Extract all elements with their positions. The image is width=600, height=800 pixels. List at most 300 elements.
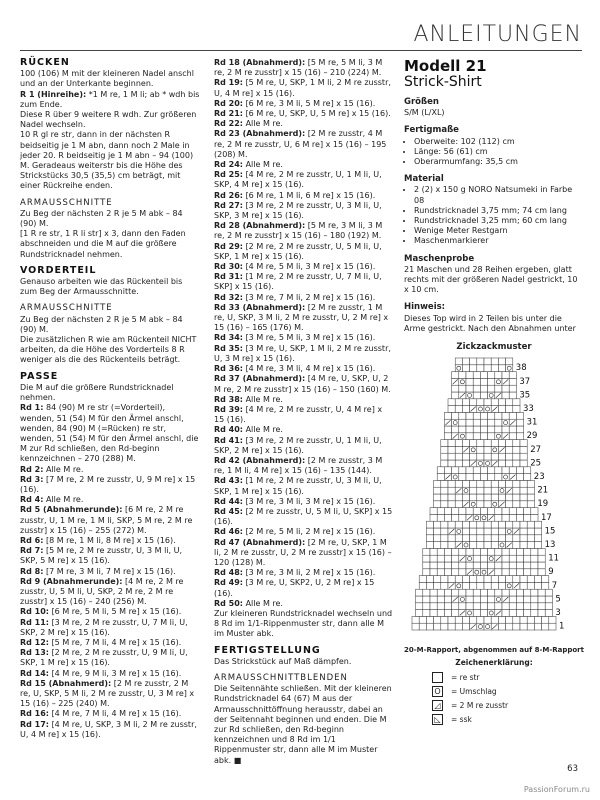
chart-cell (524, 603, 531, 610)
chart-cell (498, 528, 505, 535)
chart-cell (462, 623, 469, 630)
chart-cell (498, 440, 505, 447)
chart-cell (466, 419, 473, 426)
chart-cell (531, 610, 538, 617)
chart-cell (516, 515, 523, 522)
chart-cell (444, 549, 451, 556)
chart-cell (470, 440, 477, 447)
chart-cell (513, 494, 520, 501)
chart-cell (480, 549, 487, 556)
text-arm1-1: Zu Beg der nächsten 2 R je 5 M abk – 84 (90) M. (20, 208, 183, 229)
chart-cell (484, 623, 491, 630)
chart-cell (473, 413, 480, 420)
chart-cell (459, 508, 466, 515)
chart-cell (473, 392, 480, 399)
chart-cell (491, 576, 498, 583)
chart-cell (506, 623, 513, 630)
chart-cell (466, 433, 473, 440)
chart-cell (491, 542, 498, 549)
chart-cell (495, 474, 502, 481)
chart-cell (452, 467, 459, 474)
chart-cell (524, 515, 531, 522)
chart-cell (491, 440, 498, 447)
chart-cell (455, 453, 462, 460)
chart-cell (495, 562, 502, 569)
chart-cell (459, 385, 466, 392)
chart-cell (473, 515, 480, 522)
chart-cell (473, 419, 480, 426)
chart-cell (452, 569, 459, 576)
chart-cell (527, 501, 534, 508)
chart-cell (423, 562, 430, 569)
chart-cell (455, 623, 462, 630)
chart-cell (459, 474, 466, 481)
round-instruction: Rd 1: 84 (90) M re str (=Vorderteil), wenden, 51 (54) M für den Ärmel anschl, wenden, 84 (90) M (=Rücken) re str, wenden, 51 (54) M für den Ärmel anschl, die M zur Rd schließen, den Rd-beginn kennzeichnen – 270 (288) M. (20, 403, 199, 464)
chart-cell (516, 603, 523, 610)
chart-cell (520, 487, 527, 494)
chart-cell (462, 399, 469, 406)
chart-cell (473, 385, 480, 392)
chart-cell (495, 419, 502, 426)
chart-cell (495, 379, 502, 386)
chart-cell (506, 617, 513, 624)
chart-cell (480, 385, 487, 392)
chart-cell (473, 589, 480, 596)
chart-cell (477, 358, 484, 365)
round-instruction: Rd 11: [3 M re, 2 M re zusstr, U, 7 M li, U, SKP, 2 M re] x 15 (16). (20, 617, 188, 637)
chart-cell (448, 535, 455, 542)
chart-cell (495, 569, 502, 576)
model-subtitle: Strick-Shirt (404, 74, 482, 90)
chart-cell (509, 508, 516, 515)
chart-cell (462, 440, 469, 447)
chart-cell (477, 501, 484, 508)
legend-label: = re str (451, 672, 480, 682)
chart-cell (538, 610, 545, 617)
chart-cell (462, 576, 469, 583)
chart-cell (430, 562, 437, 569)
chart-cell (538, 596, 545, 603)
chart-cell (473, 603, 480, 610)
chart-cell (470, 453, 477, 460)
chart-cell (495, 433, 502, 440)
chart-cell (531, 555, 538, 562)
chart-cell (484, 481, 491, 488)
chart-cell (506, 521, 513, 528)
chart-cell (437, 508, 444, 515)
chart-cell (426, 583, 433, 590)
chart-cell (480, 474, 487, 481)
chart-cell (480, 508, 487, 515)
legend (404, 658, 584, 725)
chart-cell (509, 589, 516, 596)
chart-cell (441, 501, 448, 508)
chart-row-label: 3 (555, 608, 561, 619)
round-instruction: Rd 43: [1 M re, 2 M re zusstr, U, 3 M li, U, SKP, 1 M re] x 15 (16). (214, 476, 382, 496)
chart-cell (462, 535, 469, 542)
round-instruction: Rd 9 (Abnahmerunde): [4 M re, 2 M re zusstr, U, 5 M li, U, SKP, 2 M re, 2 M re zusstr] x 15 (16) – 240 (256) M. (20, 576, 184, 607)
text-ruecken-3: Diese R über 9 weitere R wdh. Zur größeren Nadel wechseln. (20, 110, 197, 130)
chart-cell (520, 528, 527, 535)
chart-cell (513, 576, 520, 583)
legend-label: = 2 M re zusstr (451, 700, 509, 710)
chart-cell (502, 392, 509, 399)
chart-row-label: 23 (533, 472, 545, 483)
chart-cell (498, 521, 505, 528)
chart-cell (502, 610, 509, 617)
chart-cell (426, 542, 433, 549)
chart-cell (491, 365, 498, 372)
chart-cell (498, 365, 505, 372)
chart-cell (495, 515, 502, 522)
chart-cell (437, 467, 444, 474)
chart-cell (448, 399, 455, 406)
chart-cell (527, 583, 534, 590)
chart-cell (506, 576, 513, 583)
chart-cell (441, 494, 448, 501)
chart-row-label: 38 (515, 363, 527, 374)
chart-cell (506, 535, 513, 542)
text-after-rounds: Zur kleineren Rundstricknadel wechseln und 8 Rd im 1/1-Rippenmuster str, dann alle M im Muster abk. (214, 608, 393, 639)
chart-cell (534, 623, 541, 630)
chart-cell (524, 508, 531, 515)
chart-cell (462, 494, 469, 501)
chart-cell (430, 610, 437, 617)
chart-cell (531, 596, 538, 603)
chart-cell (470, 583, 477, 590)
list-item: • Oberweite: 102 (112) cm (414, 137, 584, 147)
chart-cell (441, 576, 448, 583)
chart-cell (434, 501, 441, 508)
chart-cell (491, 447, 498, 454)
chart-cell (506, 453, 513, 460)
chart-cell (531, 562, 538, 569)
chart-cell (448, 460, 455, 467)
chart-cell (480, 610, 487, 617)
round-instruction: Rd 38: Alle M re. (214, 394, 283, 404)
round-instruction: Rd 34: [3 M re, 5 M li, 3 M re] x 15 (16). (214, 333, 376, 343)
knitting-chart (404, 354, 584, 646)
chart-cell (430, 589, 437, 596)
chart-cell (516, 569, 523, 576)
chart-cell (441, 481, 448, 488)
chart-cell (434, 623, 441, 630)
chart-cell (488, 610, 495, 617)
chart-cell (509, 379, 516, 386)
chart-cell (455, 460, 462, 467)
chart-cell (516, 596, 523, 603)
text-ruecken-1: 100 (106) M mit der kleineren Nadel anschl und an der Unterkante beginnen. (20, 69, 194, 89)
heading-armausschnittblenden: ARMAUSSCHNITTBLENDEN (214, 672, 348, 683)
list-item: • Länge: 56 (61) cm (414, 147, 584, 157)
round-instruction: Rd 24: Alle M re. (214, 160, 283, 170)
chart-cell (498, 494, 505, 501)
list-fertigmasse (404, 137, 584, 168)
chart-cell (434, 535, 441, 542)
chart-cell (488, 385, 495, 392)
chart-cell (477, 406, 484, 413)
chart-cell (455, 535, 462, 542)
chart-cell (473, 569, 480, 576)
round-instruction: Rd 46: [2 M re, 5 M li, 2 M re] x 15 (16). (214, 527, 376, 537)
chart-cell (491, 521, 498, 528)
chart-cell (459, 515, 466, 522)
footer-watermark: PassionForum.ru (523, 785, 590, 794)
chart-cell (452, 426, 459, 433)
text-maschenprobe: 21 Maschen und 28 Reihen ergeben, glatt rechts mit der größeren Nadel gestrickt, 10 x 10 cm. (404, 264, 578, 295)
chart-cell (527, 487, 534, 494)
repeat-label: 20-M-Rapport, abgenommen auf 8-M-Rapport (404, 646, 584, 655)
chart-row-label: 9 (548, 567, 554, 578)
chart-cell (516, 589, 523, 596)
chart-cell (444, 562, 451, 569)
heading-armausschnitte-1: ARMAUSSCHNITTE (20, 197, 113, 208)
round-instruction: Rd 3: [7 M re, 2 M re zusstr, U, 9 M re] x 15 (16). (20, 474, 196, 494)
chart-cell (448, 623, 455, 630)
heading-fertigstellung: FERTIGSTELLUNG (214, 644, 321, 656)
chart-cell (455, 521, 462, 528)
chart-cell (473, 433, 480, 440)
text-fertigstellung: Das Strickstück auf Maß dämpfen. (214, 656, 352, 666)
chart-cell (520, 617, 527, 624)
chart-cell (477, 542, 484, 549)
heading-hinweis: Hinweis: (404, 302, 446, 313)
chart-cell (495, 467, 502, 474)
chart-cell (488, 555, 495, 562)
chart-cell (437, 589, 444, 596)
chart-cell (419, 576, 426, 583)
round-instruction: Rd 15 (Abnahmerd): [2 M re zusstr, 2 M re, U, SKP, 5 M li, 2 M re zusstr, U, 3 M re] x 15 (16) – 225 (240) M. (20, 678, 195, 709)
heading-ruecken: RÜCKEN (20, 57, 70, 68)
chart-cell (506, 583, 513, 590)
chart-cell (444, 426, 451, 433)
chart-cell (524, 610, 531, 617)
round-instruction: Rd 6: [8 M re, 1 M li, 8 M re] x 15 (16). (20, 535, 176, 545)
chart-cell (473, 596, 480, 603)
chart-cell (516, 426, 523, 433)
round-instruction: Rd 29: [2 M re, 2 M re zusstr, U, 5 M li, U, SKP, 1 M re] x 15 (16). (214, 241, 382, 261)
round-instruction: Rd 22: Alle M re. (214, 119, 283, 129)
chart-cell (520, 460, 527, 467)
round-instruction: Rd 12: [5 M re, 7 M li, 4 M re] x 15 (16). (20, 637, 182, 647)
chart-cell (484, 406, 491, 413)
rounds-list-1 (20, 403, 200, 740)
chart-cell (495, 596, 502, 603)
chart-cell (534, 583, 541, 590)
chart-cell (437, 596, 444, 603)
chart-cell (477, 447, 484, 454)
chart-cell (538, 589, 545, 596)
chart-cell (459, 569, 466, 576)
legend-symbol-icon (432, 672, 443, 683)
chart-cell (462, 365, 469, 372)
chart-cell (470, 535, 477, 542)
chart-cell (473, 426, 480, 433)
chart-cell (524, 555, 531, 562)
chart-cell (491, 494, 498, 501)
chart-cell (484, 494, 491, 501)
round-instruction: Rd 30: [4 M re, 5 M li, 3 M re] x 15 (16). (214, 262, 376, 272)
round-instruction: Rd 28 (Abnahmerd): [5 M re, 3 M li, 3 M re, 2 M re zusstr] x 15 (16) – 180 (192) M. (214, 221, 383, 241)
chart-cell (455, 617, 462, 624)
chart-cell (495, 413, 502, 420)
chart-cell (455, 501, 462, 508)
chart-cell (502, 515, 509, 522)
chart-cell (455, 406, 462, 413)
chart-cell (484, 487, 491, 494)
chart-cell (509, 603, 516, 610)
chart-cell (441, 617, 448, 624)
chart-cell (448, 406, 455, 413)
chart-cell (527, 528, 534, 535)
chart-cell (509, 596, 516, 603)
chart-cell (444, 555, 451, 562)
chart-cell (484, 542, 491, 549)
chart-cell (423, 610, 430, 617)
chart-cell (459, 372, 466, 379)
chart-cell (531, 603, 538, 610)
chart-cell (419, 583, 426, 590)
text-groessen: S/M (L/XL) (404, 108, 445, 118)
chart-cell (538, 555, 545, 562)
legend-label: = Umschlag (451, 686, 497, 696)
chart-cell (426, 617, 433, 624)
heading-material: Material (404, 174, 444, 185)
chart-cell (455, 494, 462, 501)
chart-cell (426, 521, 433, 528)
chart-cell (462, 358, 469, 365)
chart-cell (477, 365, 484, 372)
chart-cell (513, 521, 520, 528)
chart-cell (480, 562, 487, 569)
chart-cell (448, 440, 455, 447)
chart-cell (473, 555, 480, 562)
chart-cell (434, 617, 441, 624)
chart-cell (441, 583, 448, 590)
round-instruction: Rd 37 (Abnahmerd): [4 M re, U, SKP, U, 2 M re, 2 M re zusstr] x 15 (16) – 150 (160) M. (214, 374, 391, 394)
chart-cell (524, 562, 531, 569)
heading-passe: PASSE (20, 370, 59, 382)
chart-cell (509, 392, 516, 399)
chart-cell (531, 569, 538, 576)
chart-cell (473, 562, 480, 569)
chart-cell (491, 528, 498, 535)
text-hinweis: Dieses Top wird in 2 Teilen bis unter die Arme gestrickt. Nach den Abnahmen unter (404, 313, 576, 333)
chart-cell (448, 481, 455, 488)
chart-cell (491, 399, 498, 406)
text-armausschnittblenden: Die Seitennähte schließen. Mit der kleineren Rundstricknadel 64 (67) M aus der Armausschnittöffnung herausstr, dabei an der Seitennaht beginnen und enden. Die M zur Rd schließen, den Rd-beginn kennzeichnen und 8 Rd im 1/1 Rippenmuster str, dann alle M im Muster abk. ■ (214, 684, 392, 765)
chart-cell (488, 596, 495, 603)
round-instruction: Rd 42 (Abnahmerd): [2 M re zusstr, 3 M re, 1 M li, 4 M re] x 15 (16) – 135 (144). (214, 455, 383, 476)
chart-cell (455, 481, 462, 488)
chart-cell (509, 569, 516, 576)
chart-cell (531, 589, 538, 596)
chart-cell (534, 542, 541, 549)
chart-cell (462, 460, 469, 467)
chart-cell (538, 603, 545, 610)
chart-cell (531, 549, 538, 556)
round-instruction: Rd 21: [6 M re, U, SKP, U, 5 M re] x 15 (16). (214, 109, 391, 119)
chart-cell (545, 610, 552, 617)
chart-cell (509, 467, 516, 474)
chart-cell (434, 528, 441, 535)
chart-cell (455, 576, 462, 583)
round-instruction: Rd 48: [3 M re, 3 M li, 2 M re] x 15 (16). (214, 568, 376, 578)
chart-row-label: 11 (548, 553, 560, 564)
chart-cell (470, 494, 477, 501)
chart-cell (470, 365, 477, 372)
chart-cell (506, 365, 513, 372)
chart-cell (437, 555, 444, 562)
chart-cell (534, 535, 541, 542)
round-instruction: Rd 5 (Abnahmerunde): [6 M re, 2 M re zusstr, U, 1 M re, 1 M li, SKP, 5 M re, 2 M re zusstr] x 15 (16) – 255 (272) M. (20, 505, 193, 535)
round-instruction: Rd 41: [3 M re, 2 M re zusstr, U, 1 M li, U, SKP, 2 M re] x 15 (16). (214, 435, 382, 455)
chart-cell (498, 617, 505, 624)
chart-cell (509, 610, 516, 617)
chart-cell (444, 569, 451, 576)
chart-cell (466, 413, 473, 420)
chart-cell (527, 623, 534, 630)
chart-cell (534, 528, 541, 535)
chart-cell (520, 623, 527, 630)
chart-row-label: 1 (559, 621, 565, 632)
chart-cell (434, 576, 441, 583)
chart-cell (520, 535, 527, 542)
chart-cell (441, 528, 448, 535)
chart-cell (430, 515, 437, 522)
chart-cell (459, 589, 466, 596)
chart-cell (470, 576, 477, 583)
chart-cell (491, 501, 498, 508)
chart-cell (416, 596, 423, 603)
chart-cell (506, 447, 513, 454)
chart-cell (480, 413, 487, 420)
chart-cell (491, 453, 498, 460)
round-instruction: Rd 50: Alle M re. (214, 598, 283, 608)
round-instruction: Rd 31: [1 M re, 2 M re zusstr, U, 7 M li, U, SKP] x 15 (16). (214, 272, 382, 292)
chart-cell (527, 542, 534, 549)
text-ruecken-2: R 1 (Hinreihe): *1 M re, 1 M li; ab * wdh bis zum Ende. (20, 89, 200, 109)
chart-cell (531, 515, 538, 522)
chart-cell (459, 467, 466, 474)
chart-cell (520, 481, 527, 488)
chart-row-label: 5 (555, 594, 561, 605)
list-item: • Rundstricknadel 3,25 mm; 60 cm lang (414, 216, 584, 226)
chart-cell (434, 542, 441, 549)
chart-cell (452, 555, 459, 562)
chart-cell (516, 549, 523, 556)
chart-cell (470, 521, 477, 528)
chart-cell (509, 433, 516, 440)
round-instruction: Rd 17: [4 M re, U, SKP, 3 M li, 2 M re zusstr, U, 4 M re] x 15 (16). (20, 719, 197, 739)
chart-cell (502, 555, 509, 562)
legend-label: = ssk (451, 714, 472, 724)
chart-cell (416, 589, 423, 596)
chart-cell (434, 487, 441, 494)
round-instruction: Rd 23 (Abnahmerd): [2 M re zusstr, 4 M re, 2 M re zusstr, U, 6 M re] x 15 (16) – 195 (208) M. (214, 129, 387, 159)
round-instruction: Rd 26: [6 M re, 1 M li, 6 M re] x 15 (16). (214, 190, 376, 200)
column-1 (20, 58, 200, 740)
chart-cell (495, 603, 502, 610)
chart-cell (462, 617, 469, 624)
chart-cell (480, 433, 487, 440)
chart-cell (488, 372, 495, 379)
chart-cell (502, 549, 509, 556)
chart-cell (488, 562, 495, 569)
list-item: • Oberarmumfang: 35,5 cm (414, 157, 584, 167)
chart-cell (437, 562, 444, 569)
chart-cell (480, 467, 487, 474)
